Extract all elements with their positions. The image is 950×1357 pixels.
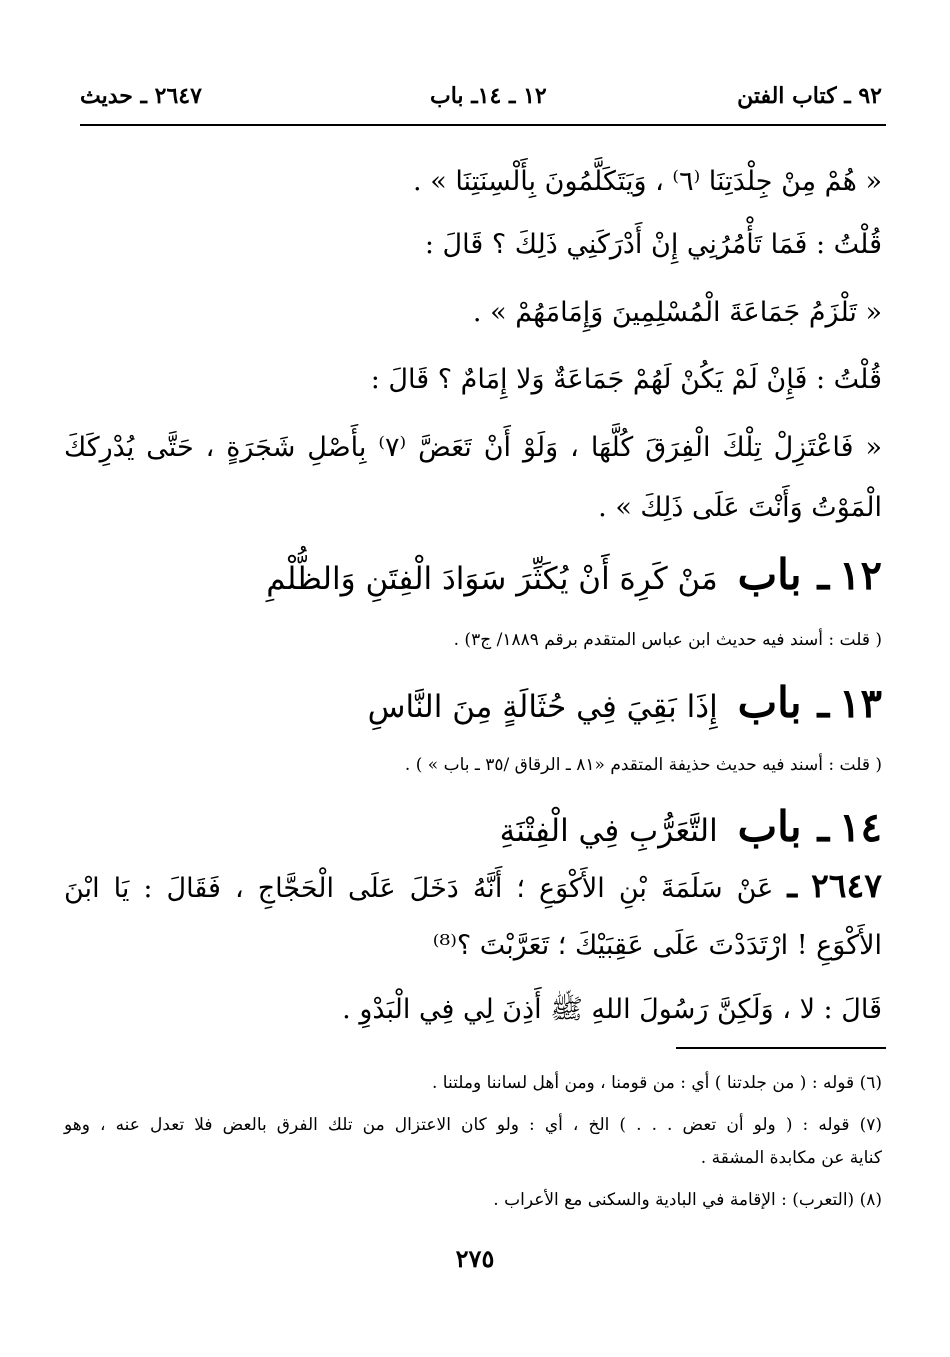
header-rule	[80, 124, 886, 126]
chapter-bab-label: باب	[737, 802, 802, 851]
hadith-text-1: عَنْ سَلَمَةَ بْنِ الأَكْوَعِ ؛ أَنَّهُ دَخَلَ عَلَى الْحَجَّاجِ ، فَقَالَ : يَا ابْنَ	[64, 873, 774, 904]
chapter-title: مَنْ كَرِهَ أَنْ يُكَثِّرَ سَوَادَ الْفِتَنِ وَالظُّلْمِ	[266, 561, 718, 597]
chapter-number: ١٣	[839, 680, 882, 727]
chapter-heading-14	[64, 792, 882, 862]
chapter-dash: ـ	[817, 552, 830, 599]
chapter-title: التَّعَرُّبِ فِي الْفِتْنَةِ	[499, 813, 718, 849]
chapter-note-12: ( قلت : أسند فيه حديث ابن عباس المتقدم برقم ١٨٨٩/ ج٣) .	[453, 630, 882, 650]
hadith-dash: ـ	[787, 866, 798, 905]
text-line-5: « فَاعْتَزِلْ تِلْكَ الْفِرَقَ كُلَّهَا ، وَلَوْ أَنْ تَعَضَّ ⁽٧⁾ بِأَصْلِ شَجَرَةٍ ، حَتَّى يُدْرِكَكَ	[64, 432, 882, 463]
text-line-2: قُلْتُ : فَمَا تَأْمُرُنِي إِنْ أَدْرَكَنِي ذَلِكَ ؟ قَالَ :	[424, 229, 882, 260]
chapter-dash: ـ	[817, 680, 830, 727]
header-hadith-ref: ٢٦٤٧ ـ حديث	[80, 83, 202, 109]
hadith-line-3: قَالَ : لا ، وَلَكِنَّ رَسُولَ اللهِ ﷺ أَذِنَ لِي فِي الْبَدْوِ .	[342, 994, 882, 1025]
chapter-number: ١٤	[839, 804, 882, 851]
chapter-bab-label: باب	[737, 678, 802, 727]
text-line-6: الْمَوْتُ وَأَنْتَ عَلَى ذَلِكَ » .	[598, 492, 882, 523]
hadith-number: ٢٦٤٧	[811, 866, 882, 905]
footnote-7-line-1: (٧) قوله : ( ولو أن تعض . . . ) الخ ، أي : ولو كان الاعتزال من تلك الفرق بالعض فلا تعدل عنه ، وهو	[64, 1115, 882, 1135]
chapter-heading-13	[64, 668, 882, 738]
text-line-4: قُلْتُ : فَإِنْ لَمْ يَكُنْ لَهُمْ جَمَاعَةٌ وَلا إِمَامٌ ؟ قَالَ :	[370, 364, 882, 395]
footnote-7-line-2: كناية عن مكابدة المشقة .	[700, 1148, 882, 1168]
chapter-heading-12	[64, 540, 882, 610]
hadith-line-1	[64, 856, 882, 916]
header-chapter-title: ٩٢ ـ كتاب الفتن	[737, 83, 882, 109]
header-section-ref: ١٢ ـ ١٤ـ باب	[430, 83, 547, 109]
text-line-1: « هُمْ مِنْ جِلْدَتِنَا ⁽٦⁾ ، وَيَتَكَلَّمُونَ بِأَلْسِنَتِنَا » .	[413, 166, 882, 197]
hadith-line-2: الأَكْوَعِ ! ارْتَدَدْتَ عَلَى عَقِبَيْكَ ؛ تَعَرَّبْتَ ؟⁽⁸⁾	[432, 930, 882, 961]
text-line-3: « تَلْزَمُ جَمَاعَةَ الْمُسْلِمِينَ وَإِمَامَهُمْ » .	[472, 297, 882, 328]
footnote-8: (٨) (التعرب) : الإقامة في البادية والسكنى مع الأعراب .	[493, 1190, 882, 1210]
chapter-bab-label: باب	[737, 550, 802, 599]
page-number: ٢٧٥	[455, 1244, 495, 1273]
chapter-number: ١٢	[839, 552, 882, 599]
chapter-dash: ـ	[817, 804, 830, 851]
footnote-6: (٦) قوله : ( من جلدتنا ) أي : من قومنا ، ومن أهل لساننا وملتنا .	[431, 1073, 882, 1093]
chapter-note-13: ( قلت : أسند فيه حديث حذيفة المتقدم «٨١ ـ الرقاق /٣٥ ـ باب » ) .	[404, 755, 882, 775]
chapter-title: إِذَا بَقِيَ فِي حُثَالَةٍ مِنَ النَّاسِ	[367, 689, 718, 725]
